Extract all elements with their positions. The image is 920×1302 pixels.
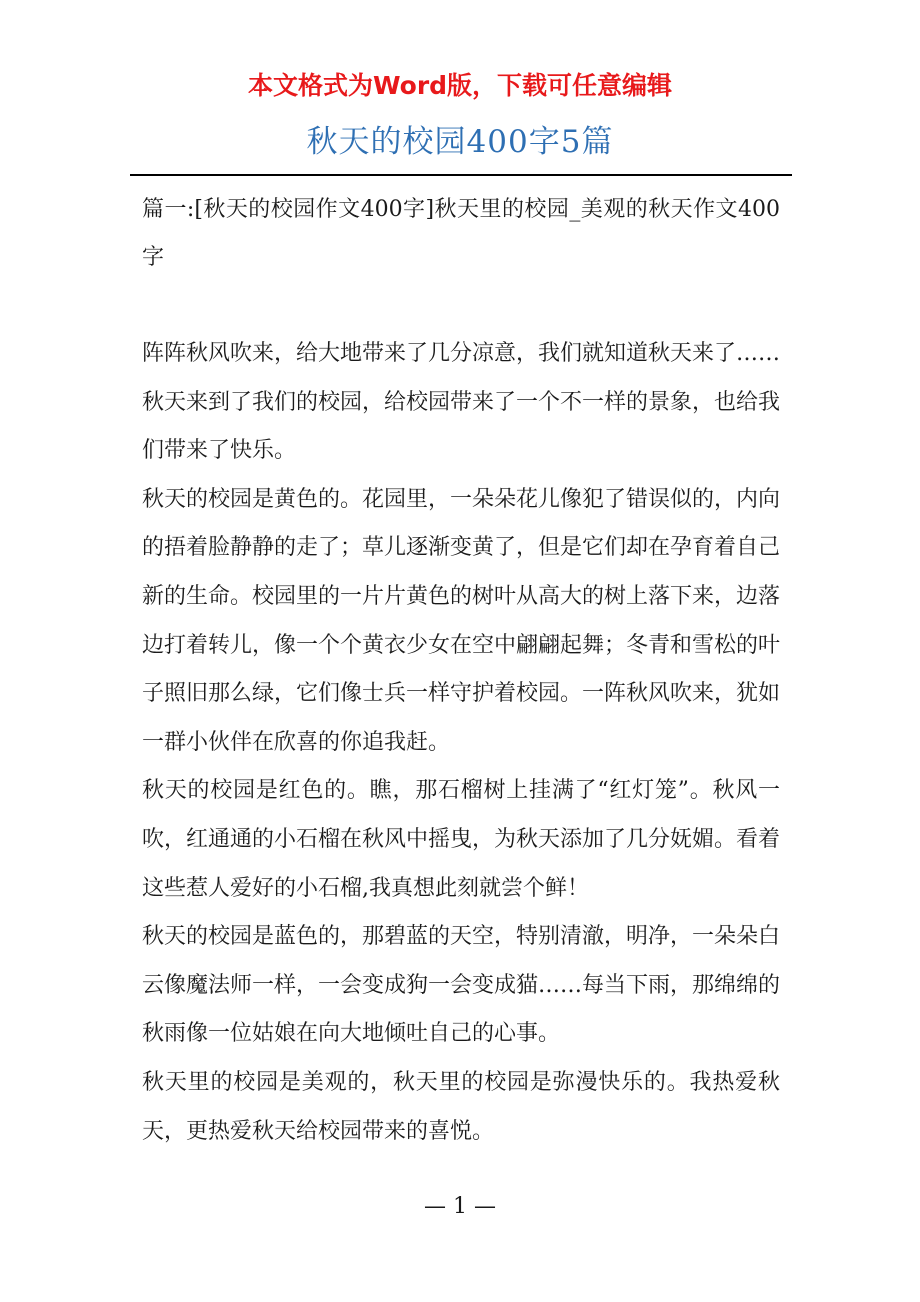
paragraph-intro: 阵阵秋风吹来，给大地带来了几分凉意，我们就知道秋天来了……秋天来到了我们的校园，给校园带来了一个不一样的景象，也给我们带来了快乐。 [142,341,781,464]
paragraph-blue: 秋天的校园是蓝色的，那碧蓝的天空，特别清澈，明净，一朵朵白云像魔法师一样，一会变成狗一会变成猫……每当下雨，那绵绵的秋雨像一位姑娘在向大地倾吐自己的心事。 [142,924,781,1047]
paragraph-yellow: 秋天的校园是黄色的。花园里，一朵朵花儿像犯了错误似的，内向的捂着脸静静的走了；草儿逐渐变黄了，但是它们却在孕育着自己新的生命。校园里的一片片黄色的树叶从高大的树上落下来，边落边打着转儿，像一个个黄衣少女在空中翩翩起舞；冬青和雪松的叶子照旧那么绿，它们像士兵一样守护着校园。一阵秋风吹来，犹如一群小伙伴在欣喜的你追我赶。 [142,486,781,755]
title-divider [130,174,792,176]
article-subtitle: 篇一:[秋天的校园作文400字]秋天里的校园_美观的秋天作文400字 [142,197,780,270]
format-notice: 本文格式为Word版，下载可任意编辑 [247,71,673,100]
page-number: — 1 — [424,1194,496,1219]
paragraph-conclusion: 秋天里的校园是美观的，秋天里的校园是弥漫快乐的。我热爱秋天，更热爱秋天给校园带来的喜悦。 [142,1069,780,1144]
spacer [142,282,780,330]
page-title: 秋天的校园400字5篇 [306,124,614,160]
article-body [142,186,780,1156]
paragraph-red: 秋天的校园是红色的。瞧，那石榴树上挂满了“红灯笼”。秋风一吹，红通通的小石榴在秋风中摇曳，为秋天添加了几分妩媚。看着这些惹人爱好的小石榴,我真想此刻就尝个鲜！ [142,778,781,901]
